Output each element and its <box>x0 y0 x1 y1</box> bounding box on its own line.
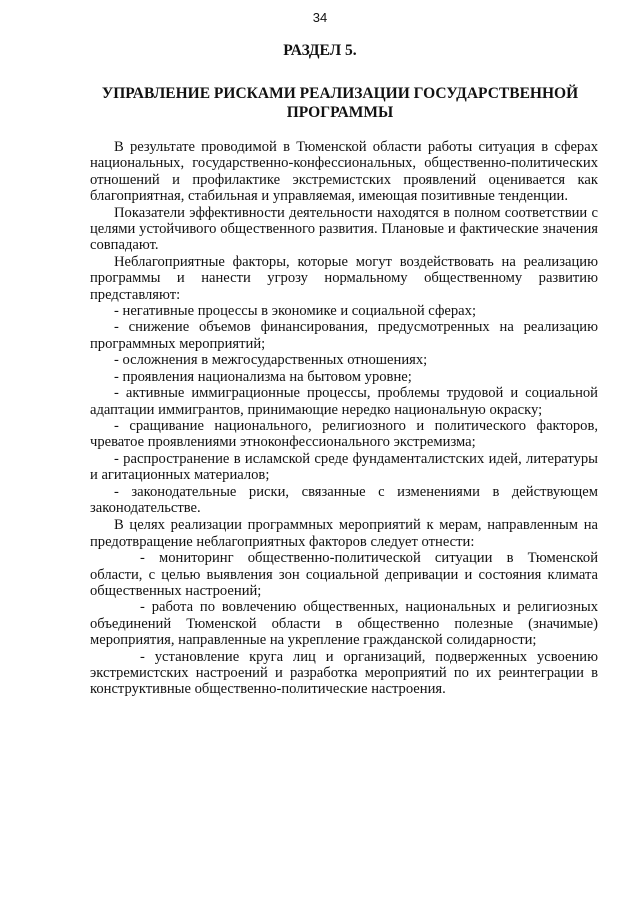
list-item-factor: - проявления национализма на бытовом уровне; <box>114 368 412 385</box>
list-item-factor: - законодательные риски, связанные с изменениями в действующем законодательстве. <box>90 483 598 516</box>
section-heading: РАЗДЕЛ 5. <box>283 42 357 59</box>
list-item-factor: - активные иммиграционные процессы, проблемы трудовой и социальной адаптации иммигрантов, принимающие нередко национальную окраску; <box>90 385 598 418</box>
paragraph-indicators: Показатели эффективности деятельности находятся в полном соответствии с целями устойчивого общественного развития. Плановые и фактические значения совпадают. <box>90 204 598 254</box>
document-body <box>90 139 598 698</box>
list-item-factor: - снижение объемов финансирования, предусмотренных на реализацию программных мероприятий; <box>90 319 598 352</box>
list-item-measure: - установление круга лиц и организаций, подверженных усвоению экстремистских настроений и разработка мероприятий по их реинтеграции в конструктивные общественно-политические настроения. <box>90 648 598 698</box>
paragraph-factors: Неблагоприятные факторы, которые могут воздействовать на реализацию программы и нанести угрозу нормальному общественному развитию представляют: <box>90 253 598 303</box>
list-item-measure: - работа по вовлечению общественных, национальных и религиозных объединений Тюменской области в общественно полезные (значимые) мероприятия, направленные на укрепление гражданской солидарности; <box>90 599 598 649</box>
list-item-factor: - негативные процессы в экономике и социальной сферах; <box>114 303 477 320</box>
paragraph-measures: В целях реализации программных мероприятий к мерам, направленным на предотвращение неблагоприятных факторов следует отнести: <box>90 517 598 550</box>
paragraph-intro: В результате проводимой в Тюменской области работы ситуация в сферах национальных, государственно-конфессиональных, общественно-политических отношений и профилактике экстремистских проявлений оценивается как благоприятная, стабильная и управляемая, имеющая позитивные тенденции. <box>90 139 598 205</box>
document-title: УПРАВЛЕНИЕ РИСКАМИ РЕАЛИЗАЦИИ ГОСУДАРСТВЕННОЙ ПРОГРАММЫ <box>101 85 579 121</box>
list-item-measure: - мониторинг общественно-политической ситуации в Тюменской области, с целью выявления зон социальной депривации и состояния климата общественных настроений; <box>90 550 598 599</box>
list-item-factor: - распространение в исламской среде фундаменталистских идей, литературы и агитационных материалов; <box>90 450 598 484</box>
list-item-factor: - сращивание национального, религиозного и политического факторов, чреватое проявлениями этноконфессионального экстремизма; <box>90 417 598 451</box>
page-number: 34 <box>312 10 328 25</box>
list-item-factor: - осложнения в межгосударственных отношениях; <box>114 352 428 369</box>
